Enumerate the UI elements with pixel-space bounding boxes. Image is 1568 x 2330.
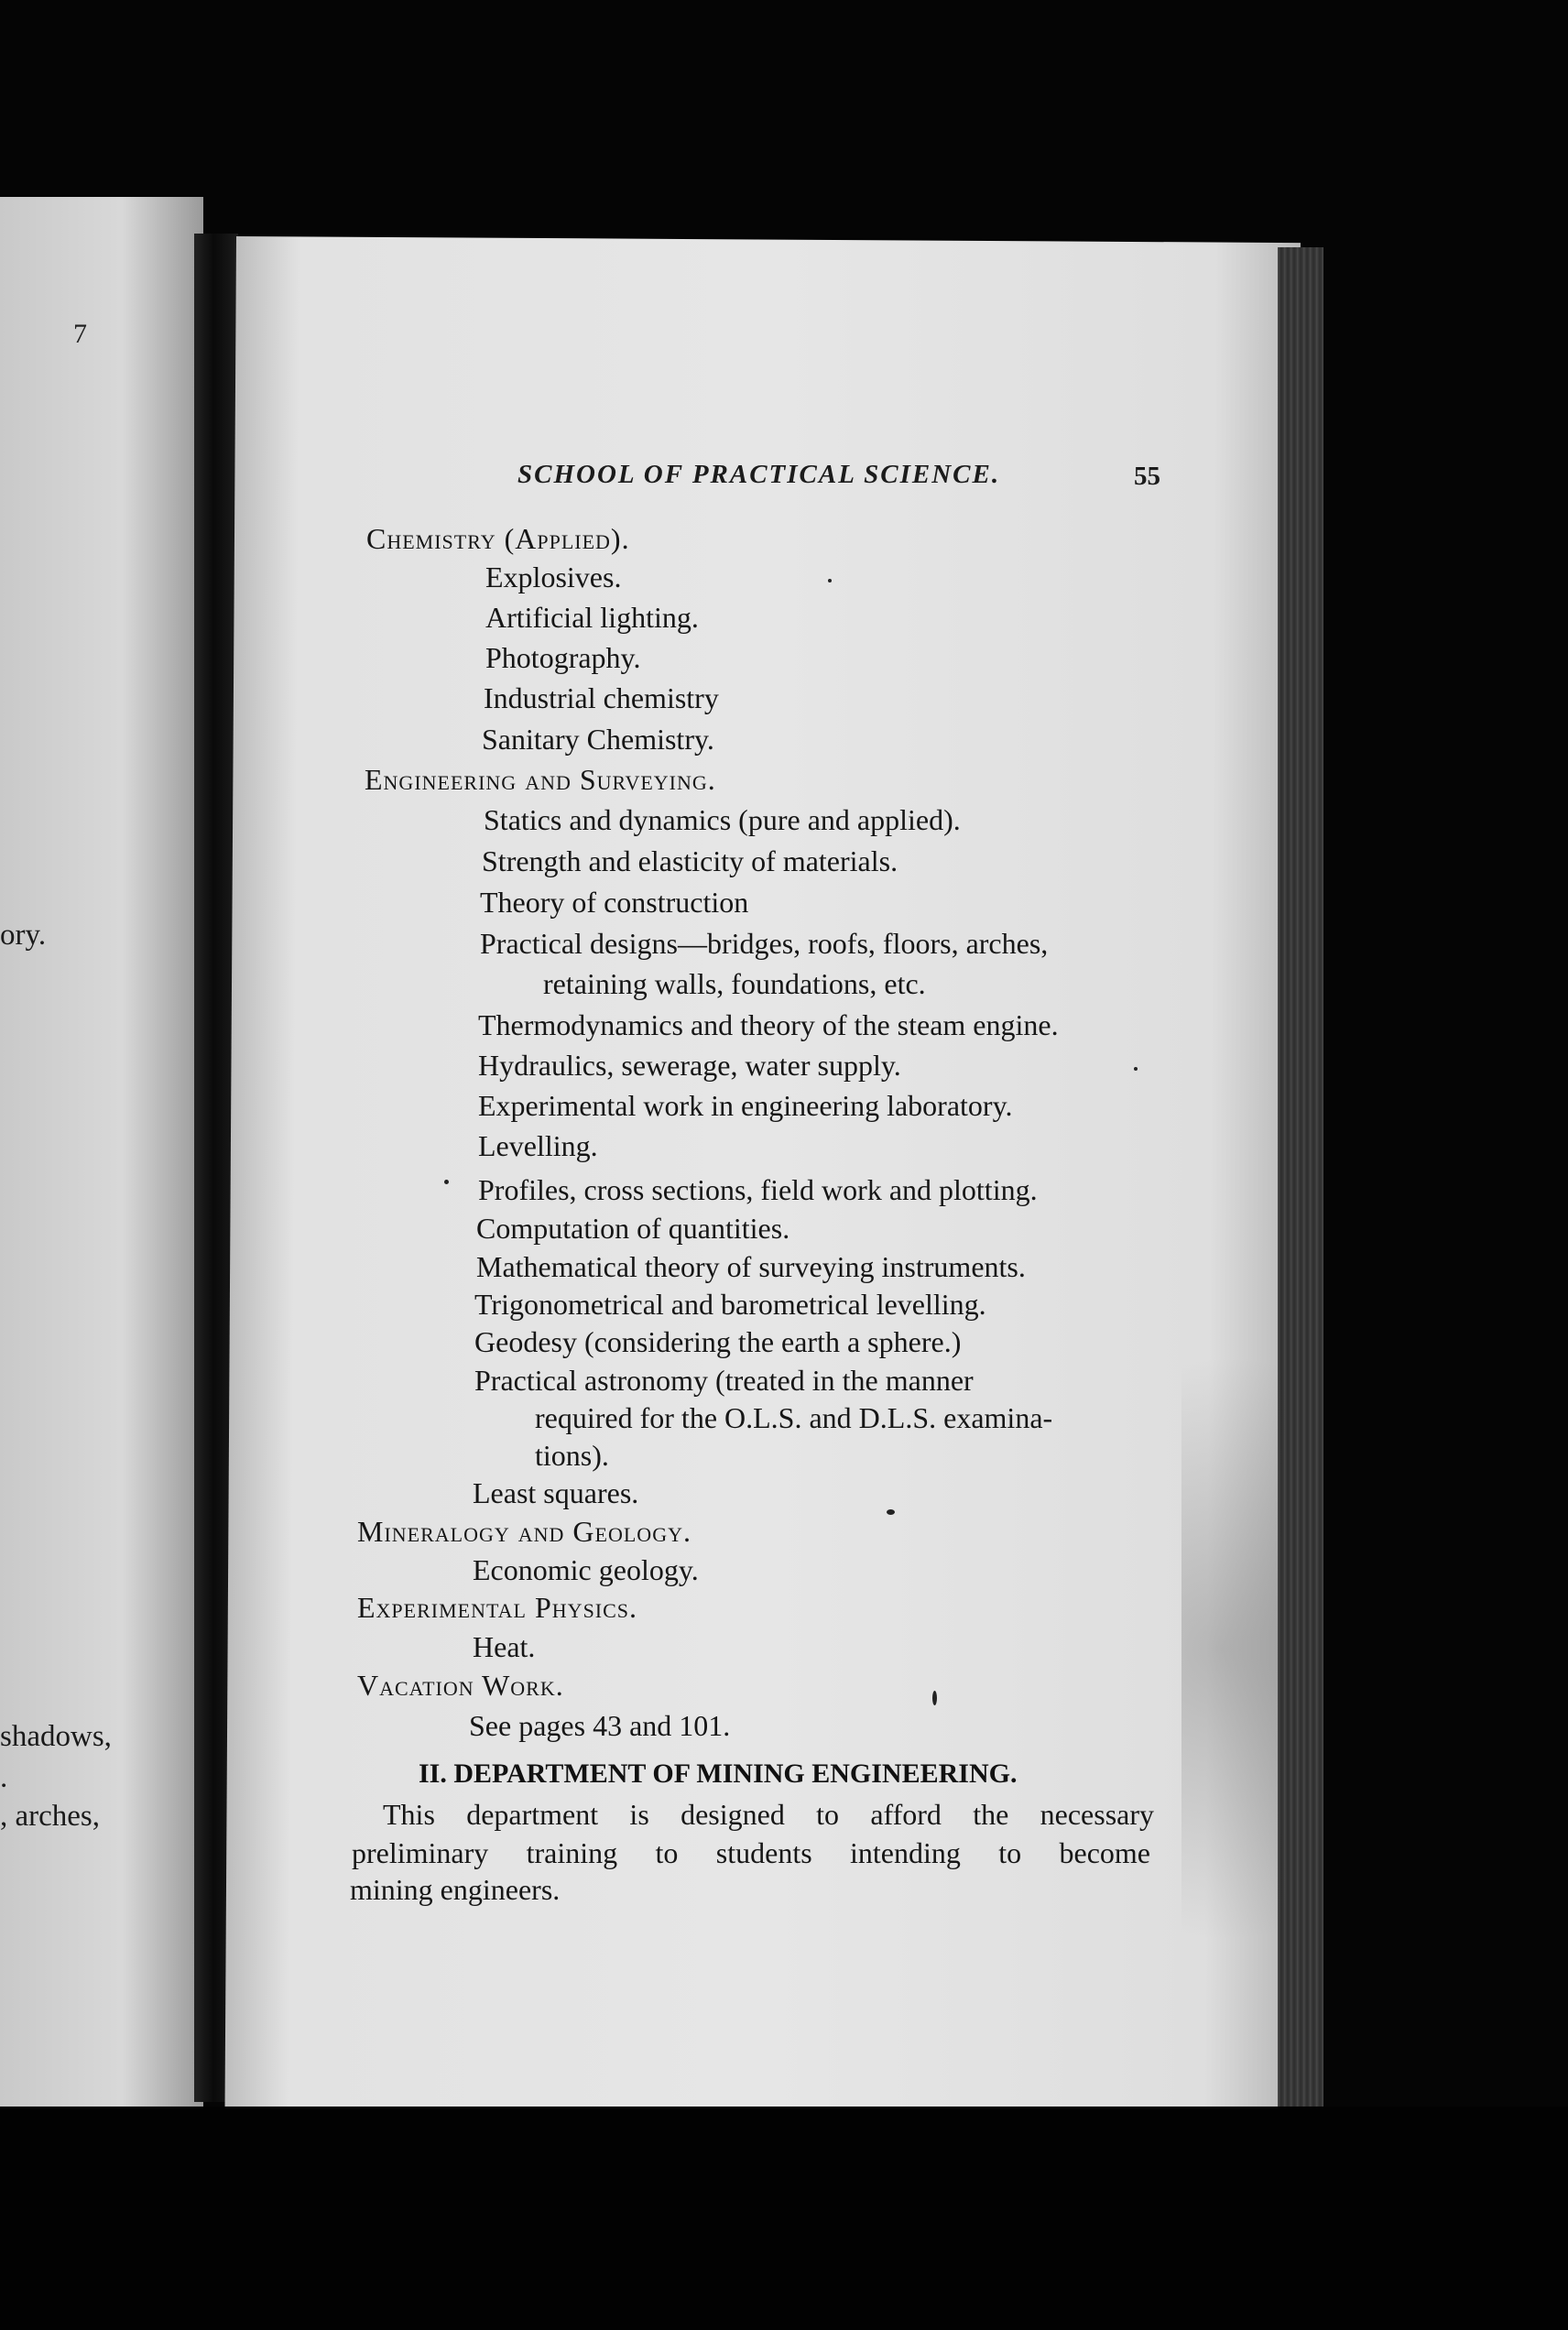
list-item: Experimental work in engineering laboratory. xyxy=(478,1089,1013,1122)
list-item: Thermodynamics and theory of the steam engine. xyxy=(478,1008,1059,1041)
list-item: Theory of construction xyxy=(480,886,749,919)
previous-page-fragment: ory. xyxy=(0,919,47,952)
section-heading-physics: Experimental Physics. xyxy=(357,1591,638,1624)
bottom-shadow xyxy=(0,2107,1568,2330)
list-item: Artificial lighting. xyxy=(485,601,699,634)
section-heading-engineering: Engineering and Surveying. xyxy=(365,763,716,796)
section-heading-vacation-work: Vacation Work. xyxy=(357,1669,564,1702)
list-item: Least squares. xyxy=(473,1476,639,1509)
scan-speck xyxy=(1134,1067,1138,1071)
paragraph-line: preliminary training to students intending to become xyxy=(352,1836,1150,1869)
section-heading-mineralogy: Mineralogy and Geology. xyxy=(357,1515,691,1548)
page-number: 55 xyxy=(1134,462,1160,491)
list-item: Mathematical theory of surveying instruments. xyxy=(476,1250,1026,1283)
department-heading: II. DEPARTMENT OF MINING ENGINEERING. xyxy=(419,1758,1018,1789)
scan-speck xyxy=(887,1509,895,1515)
list-item: Hydraulics, sewerage, water supply. xyxy=(478,1049,901,1082)
list-item: Practical designs—bridges, roofs, floors, arches, xyxy=(480,927,1049,960)
list-item: See pages 43 and 101. xyxy=(469,1709,731,1742)
list-item-continuation: retaining walls, foundations, etc. xyxy=(543,967,926,1000)
list-item: Industrial chemistry xyxy=(484,681,719,714)
section-heading-chemistry: Chemistry (Applied). xyxy=(366,522,630,555)
list-item: Heat. xyxy=(473,1630,536,1663)
previous-page-fragment: , arches, xyxy=(0,1800,101,1833)
previous-page-fragment: . xyxy=(0,1761,8,1794)
scan-speck xyxy=(932,1691,937,1705)
list-item: Sanitary Chemistry. xyxy=(482,723,714,756)
list-item: Photography. xyxy=(485,641,641,674)
list-item: Profiles, cross sections, field work and plotting. xyxy=(478,1173,1038,1206)
list-item: Levelling. xyxy=(478,1129,598,1162)
paragraph-line: mining engineers. xyxy=(350,1873,561,1906)
list-item: Explosives. xyxy=(485,561,622,593)
paragraph-line: This department is designed to afford the necessary xyxy=(383,1798,1154,1831)
list-item: Trigonometrical and barometrical levelling. xyxy=(474,1288,986,1321)
list-item: Economic geology. xyxy=(473,1553,699,1586)
scan-speck xyxy=(828,579,832,582)
previous-page-fragment: shadows, xyxy=(0,1720,112,1753)
scan-speck xyxy=(444,1180,449,1184)
list-item-continuation: tions). xyxy=(535,1439,609,1472)
list-item: Practical astronomy (treated in the manner xyxy=(474,1364,974,1397)
previous-page-corner-mark: 7 xyxy=(73,319,87,349)
running-title: SCHOOL OF PRACTICAL SCIENCE. xyxy=(517,460,1001,489)
list-item: Computation of quantities. xyxy=(476,1212,790,1245)
list-item: Geodesy (considering the earth a sphere.) xyxy=(474,1325,962,1358)
list-item: Statics and dynamics (pure and applied). xyxy=(484,803,961,836)
list-item: Strength and elasticity of materials. xyxy=(482,844,898,877)
list-item-continuation: required for the O.L.S. and D.L.S. examina- xyxy=(535,1401,1053,1434)
